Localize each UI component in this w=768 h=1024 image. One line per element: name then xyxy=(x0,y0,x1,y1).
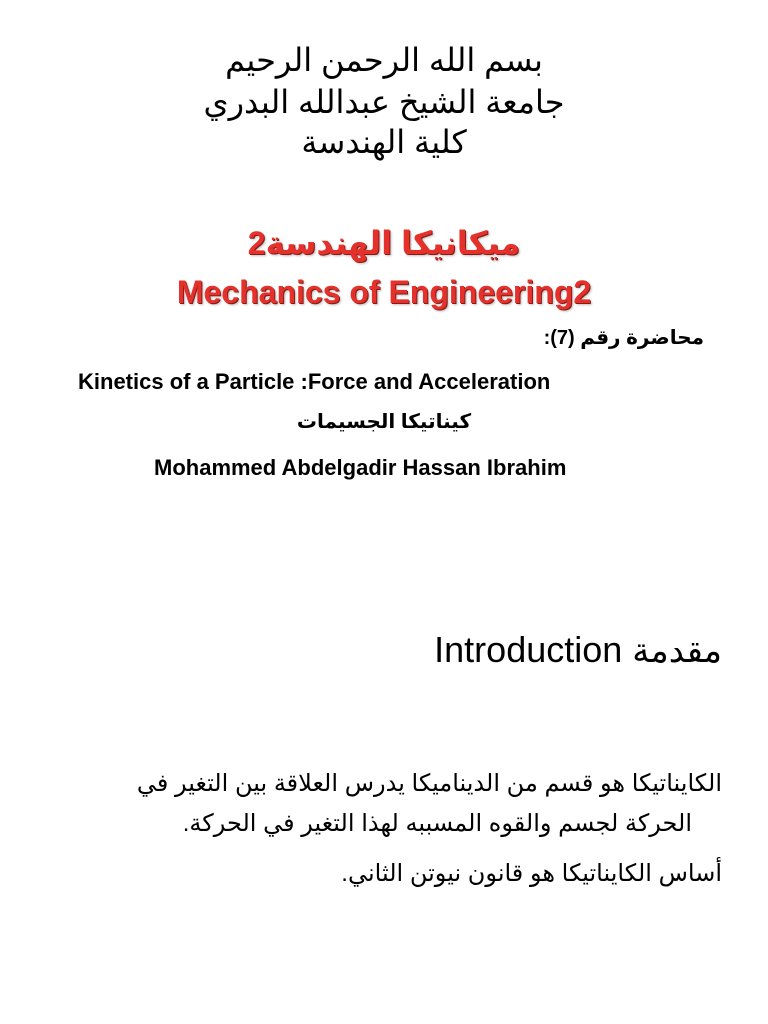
basmala-line: بسم الله الرحمن الرحيم xyxy=(225,42,543,78)
introduction-paragraph-line-1: الكايناتيكا هو قسم من الديناميكا يدرس العلاقة بين التغير في xyxy=(136,770,722,797)
course-title-arabic: ميكانيكا الهندسة2 xyxy=(247,225,521,261)
course-title-english: Mechanics of Engineering2 xyxy=(176,274,592,310)
university-name: جامعة الشيخ عبدالله البدري xyxy=(203,84,565,120)
lecture-topic-english: Kinetics of a Particle :Force and Acceleration xyxy=(78,369,551,394)
introduction-paragraph-2: أساس الكايناتيكا هو قانون نيوتن الثاني. xyxy=(341,860,722,887)
faculty-name: كلية الهندسة xyxy=(301,124,467,160)
introduction-heading-arabic: مقدمة xyxy=(632,632,722,670)
lecture-number: محاضرة رقم (7): xyxy=(543,327,704,349)
author-name: Mohammed Abdelgadir Hassan Ibrahim xyxy=(154,455,567,480)
introduction-paragraph-line-2: الحركة لجسم والقوه المسببه لهذا التغير في الحركة. xyxy=(182,810,692,837)
introduction-heading xyxy=(434,626,722,675)
lecture-topic-arabic: كيناتيكا الجسيمات xyxy=(296,411,472,433)
introduction-heading-english: Introduction xyxy=(434,629,623,670)
